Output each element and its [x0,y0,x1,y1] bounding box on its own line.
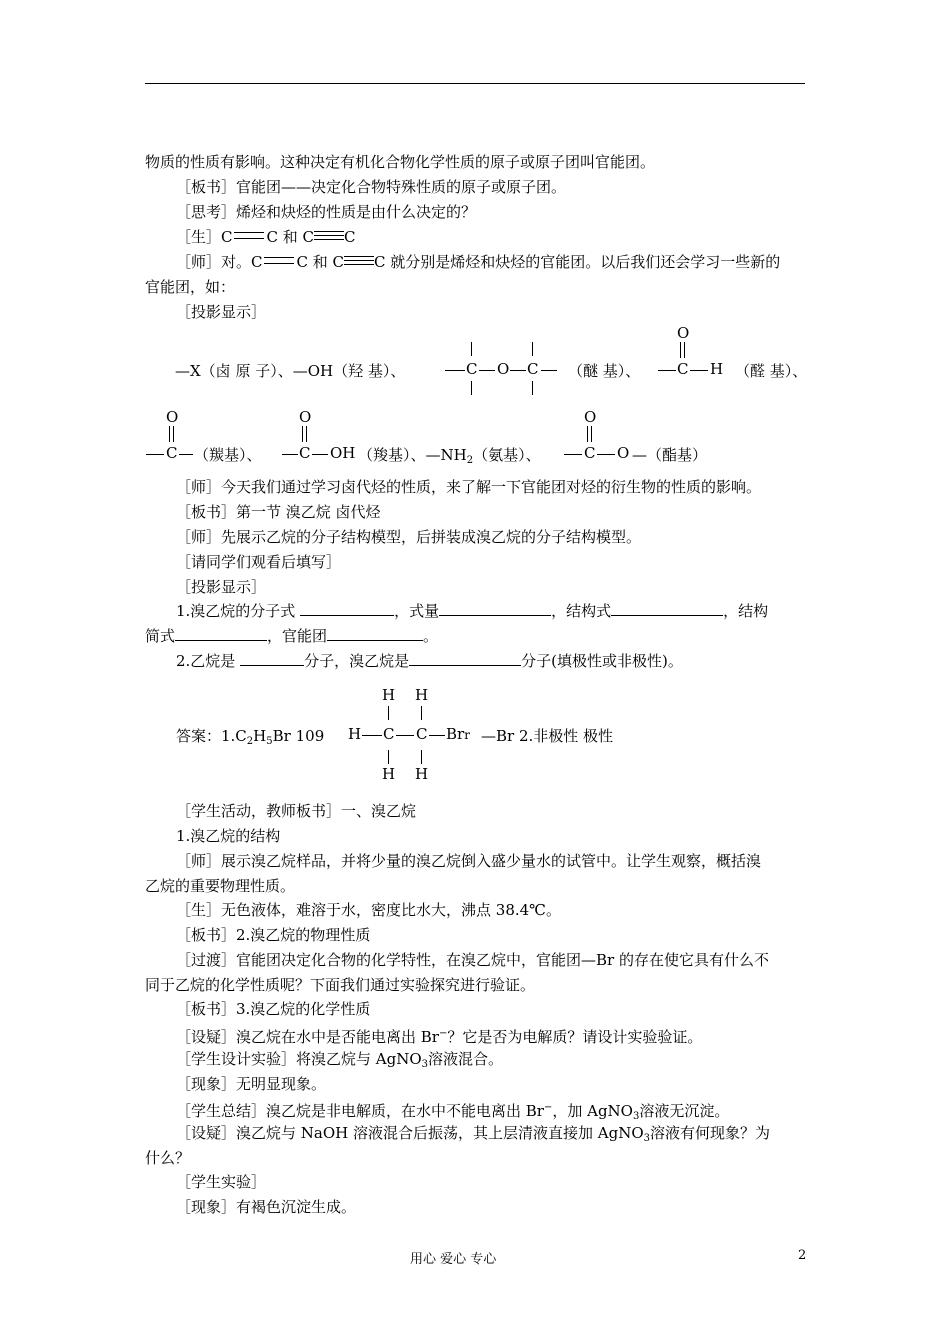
answer-blank[interactable] [175,626,267,641]
bond-line [658,370,676,371]
answer-text: 答案：$1.C_2H_5Br$ 109 [176,727,325,747]
bond-line [388,706,389,720]
atom-c: C [584,444,596,462]
question-line: 简式 ，官能团 。 [145,627,439,645]
halogen-hydroxyl-label: —X（卤 原 子）、—OH（羟 基）、 [175,362,406,380]
bond-line [564,454,582,455]
text-line: ［学生活动，教师板书］一、溴乙烷 [176,802,417,820]
atom-h: H [415,686,429,704]
answer-blank[interactable] [327,626,423,641]
bond-line [479,370,495,371]
text-line: ［师］先展示乙烷的分子结构模型，后拼装成溴乙烷的分子结构模型。 [176,528,642,546]
atom-h: H [382,765,396,783]
text-line: 物质的性质有影响。这种决定有机化合物化学性质的原子或原子团叫官能团。 [145,153,656,171]
atom-o: O [584,408,597,426]
text-line: ［现象］无明显现象。 [176,1075,327,1093]
text-line: ［板书］第一节 溴乙烷 卤代烃 [176,503,381,521]
aldehyde-label: （醛 基）、 [735,362,808,380]
answer-blank[interactable] [240,651,304,666]
bond-line [541,370,557,371]
bond-line [471,342,472,356]
text-line: 什么？ [145,1149,191,1167]
text-line: ［板书］2.溴乙烷的物理性质 [176,926,371,944]
bond-line [532,342,533,356]
text-line: ［学生设计实验］将溴乙烷与 AgNO$_3$溶液混合。 [176,1050,504,1070]
text-line: ［投影显示］ [176,578,267,596]
text-line: ［请同学们观看后填写］ [176,553,342,571]
text-line: ［板书］官能团——决定化合物特殊性质的原子或原子团。 [176,178,567,196]
text-line: ［过渡］官能团决定化合物的化学特性，在溴乙烷中，官能团—Br 的存在使它具有什么不 [176,951,769,969]
text-line: ［设疑］溴乙烷与 NaOH 溶液混合后振荡，其上层清液直接加 AgNO$_3$溶液有何现象？为 [176,1124,771,1144]
atom-c: C [299,444,311,462]
footer-slogan: 用心 爱心 专心 [410,1252,497,1267]
answer-text: —Br 2.非极性 极性 [481,727,614,745]
text-line: ［思考］烯烃和炔烃的性质是由什么决定的？ [176,203,477,221]
double-bond-icon [680,342,685,358]
atom-br: Brr [446,725,470,743]
bond-line [445,370,465,371]
atom-h: H [415,765,429,783]
bond-line [421,706,422,720]
bond-line [179,454,193,455]
text-line: ［设疑］溴乙烷在水中是否能电离出 Br−？它是否为电解质？请设计实验验证。 [176,1028,703,1046]
question-line: 1.溴乙烷的分子式 ，式量 ，结构式 ，结构 [176,602,769,620]
atom-c: C [166,444,178,462]
ester-label: —（酯基） [632,446,708,464]
bond-line [597,454,615,455]
atom-c: C [383,725,395,743]
atom-o: O [166,408,179,426]
triple-bond-icon [314,230,344,242]
bond-line [396,735,414,736]
bond-line [312,454,328,455]
page-number: 2 [798,1248,807,1263]
bond-line [471,381,472,395]
double-bond-icon [232,230,266,242]
text-line: 1.溴乙烷的结构 [176,827,281,845]
atom-o: O [617,444,630,462]
double-bond-icon [302,426,307,442]
text-line: ［学生实验］ [176,1173,267,1191]
text-line: ［学生总结］溴乙烷是非电解质，在水中不能电离出 Br−，加 AgNO$_3$溶液无沉淀。 [176,1102,730,1122]
atom-c: C [416,725,428,743]
atom-o: O [299,408,312,426]
text-line: ［现象］有褐色沉淀生成。 [176,1198,357,1216]
text-line: ［投影显示］ [176,303,267,321]
text-line: ［板书］3.溴乙烷的化学性质 [176,1000,371,1018]
carbonyl-label: （羰基）、 [194,446,262,464]
bond-line [362,735,382,736]
text-line: 官能团，如： [145,278,236,296]
bond-line [146,454,164,455]
answer-blank[interactable] [439,601,551,616]
text-line: ［生］C C 和 C C [176,228,356,246]
text-line: 同于乙烷的化学性质呢？下面我们通过实验探究进行验证。 [145,976,536,994]
bond-line [421,750,422,764]
triple-bond-icon [344,255,374,267]
ether-label: （醚 基）、 [568,362,641,380]
bond-line [690,370,708,371]
atom-oh: OH [330,444,356,462]
atom-c: C [677,360,689,378]
text-line: ［生］无色液体，难溶于水，密度比水大，沸点 38.4℃。 [176,901,561,919]
text-line: ［师］今天我们通过学习卤代烃的性质，来了解一下官能团对烃的衍生物的性质的影响。 [176,478,762,496]
text-line: ［师］对。C C 和 C C 就分别是烯烃和炔烃的官能团。以后我们还会学习一些新的 [176,253,781,271]
atom-o: O [497,360,510,378]
answer-blank[interactable] [611,601,723,616]
atom-h: H [710,360,724,378]
double-bond-icon [587,426,592,442]
answer-blank[interactable] [300,601,394,616]
bond-line [388,750,389,764]
question-line: 2.乙烷是 分子，溴乙烷是 分子(填极性或非极性)。 [176,652,683,670]
atom-c: C [466,360,478,378]
bond-line [510,370,526,371]
header-rule [145,83,805,84]
text-line: 乙烷的重要物理性质。 [145,877,296,895]
carboxyl-amino-label: （羧基）、$—NH_2$（氨基）、 [358,446,541,466]
atom-o: O [677,324,690,342]
atom-c: C [527,360,539,378]
atom-h: H [382,686,396,704]
double-bond-icon [169,426,174,442]
bond-line [532,381,533,395]
bond-line [429,735,445,736]
text-line: ［师］展示溴乙烷样品，并将少量的溴乙烷倒入盛少量水的试管中。让学生观察，概括溴 [176,852,762,870]
answer-blank[interactable] [409,651,521,666]
atom-h: H [348,725,362,743]
bond-line [282,454,298,455]
double-bond-icon [262,255,296,267]
